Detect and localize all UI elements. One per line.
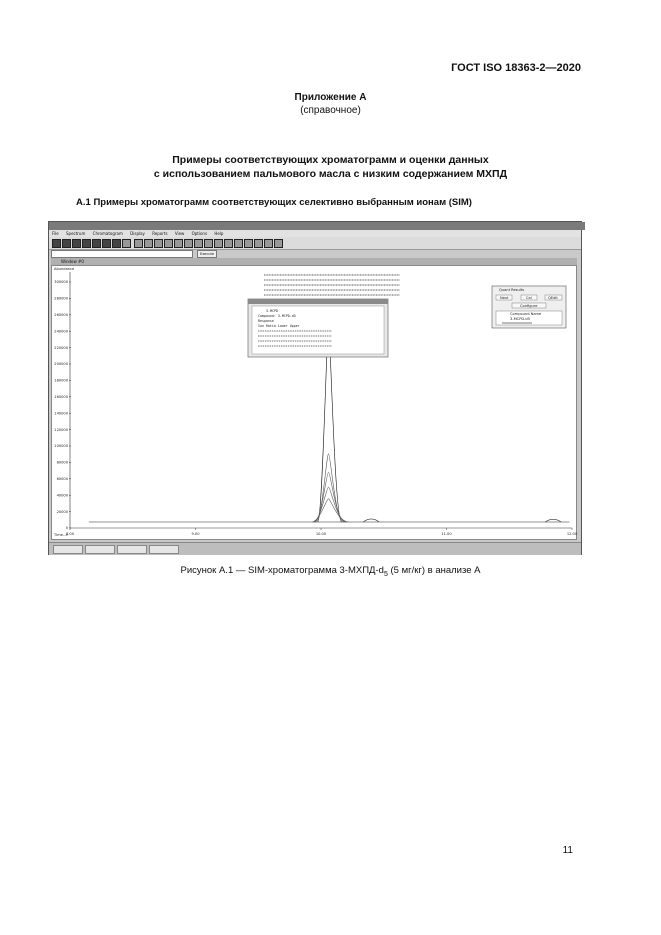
plot-area — [51, 265, 577, 540]
quant-dialog-title: Quant Results — [499, 288, 525, 292]
toolbar-icon[interactable] — [154, 239, 163, 248]
toolbar-icon[interactable] — [122, 239, 131, 248]
toolbar-icon[interactable] — [62, 239, 71, 248]
subsection-number: А.1 — [76, 197, 91, 208]
toolbar-icon[interactable] — [214, 239, 223, 248]
y-tick-label: 20000 — [56, 509, 68, 514]
result-line-4: Ion Ratio Lower Upper — [258, 324, 300, 328]
section-heading-line2: с использованием пальмового масла с низким содержанием МХПД — [153, 168, 508, 180]
ion-list — [262, 272, 402, 296]
toolbar-icon[interactable] — [52, 239, 61, 248]
taskbar-tab[interactable] — [149, 545, 179, 554]
window-label: Window #0 — [51, 258, 577, 265]
execute-button[interactable]: Execute — [197, 250, 217, 258]
x-tick-label: 8.00 — [65, 532, 75, 536]
x-tick-label: 10.00 — [315, 532, 327, 536]
toolbar-icon[interactable] — [244, 239, 253, 248]
toolbar-icon[interactable] — [224, 239, 233, 248]
figure-caption — [0, 565, 661, 578]
menu-spectrum[interactable]: Spectrum — [65, 231, 86, 236]
compound-row[interactable]: 3-MCPD-d5 — [510, 317, 530, 321]
toolbar-icon[interactable] — [92, 239, 101, 248]
next-button-label: Next — [500, 296, 509, 300]
result-line-3: Response — [258, 319, 274, 323]
compound-scrollbar[interactable] — [502, 322, 532, 324]
y-tick-label: 120000 — [54, 427, 68, 432]
y-tick-label: 260000 — [54, 313, 68, 317]
section-heading — [0, 153, 661, 181]
subsection-heading — [76, 197, 472, 208]
subsection-title: Примеры хроматограмм соответствующих селективно выбранным ионам (SIM) — [93, 197, 472, 208]
section-heading-line1: Примеры соответствующих хроматограмм и оценки данных — [172, 154, 489, 166]
menu-options[interactable]: Options — [191, 231, 208, 236]
menu-help[interactable]: Help — [214, 231, 224, 236]
x-tick-label: 11.00 — [441, 532, 452, 536]
result-line-2: Compound: 3-MCPD-d5 — [258, 314, 296, 318]
toolbar-icon[interactable] — [102, 239, 111, 248]
taskbar-tab[interactable] — [53, 545, 83, 554]
page-number: 11 — [562, 845, 573, 856]
qedit-button-label: QEdit — [548, 296, 558, 300]
toolbar-icon[interactable] — [234, 239, 243, 248]
menu-display[interactable]: Display — [130, 231, 145, 236]
y-tick-label: 40000 — [56, 493, 68, 498]
menu-bar — [49, 230, 581, 237]
x-ticks — [66, 528, 578, 536]
time-label: Time--> — [54, 533, 69, 537]
abundance-label: Abundance — [54, 267, 75, 271]
window-titlebar — [49, 222, 585, 230]
taskbar — [49, 542, 581, 555]
taskbar-tab[interactable] — [85, 545, 115, 554]
annex-title: Приложение А — [294, 92, 367, 103]
toolbar — [49, 237, 581, 250]
y-tick-label: 240000 — [54, 329, 68, 334]
y-tick-label: 100000 — [54, 444, 68, 449]
quant-result-popup — [248, 299, 388, 357]
y-ticks — [54, 280, 71, 530]
toolbar-icon[interactable] — [72, 239, 81, 248]
cal-button-label: Cal — [526, 296, 532, 300]
y-tick-label: 80000 — [56, 460, 68, 465]
y-tick-label: 180000 — [54, 378, 68, 383]
minor-peak — [545, 519, 561, 522]
toolbar-icon[interactable] — [144, 239, 153, 248]
configure-button-label: Configure — [520, 304, 538, 308]
quant-result-titlebar — [248, 299, 388, 304]
toolbar-icon[interactable] — [164, 239, 173, 248]
chromatogram-chart — [52, 266, 576, 539]
ion-list-bg — [262, 272, 402, 296]
toolbar-icon[interactable] — [204, 239, 213, 248]
y-tick-label: 300000 — [54, 280, 68, 285]
toolbar-icon[interactable] — [112, 239, 121, 248]
result-line-1: 3-MCPD — [266, 309, 278, 313]
y-tick-label: 160000 — [54, 395, 68, 399]
series-line — [318, 329, 342, 522]
compound-column-header: Compound Name — [510, 312, 542, 316]
toolbar-icon[interactable] — [264, 239, 273, 248]
caption-suffix: (5 мг/кг) в анализе А — [387, 565, 481, 576]
y-tick-label: 60000 — [56, 477, 68, 481]
toolbar-icon[interactable] — [194, 239, 203, 248]
annex-type: (справочное) — [300, 105, 361, 116]
toolbar-icon[interactable] — [254, 239, 263, 248]
series-group — [89, 329, 570, 522]
y-tick-label: 280000 — [54, 296, 68, 301]
y-tick-label: 140000 — [54, 411, 68, 416]
caption-subscript: 5 — [383, 570, 388, 578]
x-tick-label: 12.00 — [566, 532, 578, 536]
toolbar-icon[interactable] — [274, 239, 283, 248]
command-combo[interactable] — [51, 250, 193, 258]
toolbar-icon[interactable] — [134, 239, 143, 248]
chromatogram-screenshot — [48, 221, 582, 555]
taskbar-tab[interactable] — [117, 545, 147, 554]
y-tick-label: 220000 — [54, 345, 68, 350]
standard-number: ГОСТ ISO 18363-2—2020 — [451, 62, 581, 74]
x-tick-label: 9.00 — [191, 532, 200, 536]
minor-peak — [363, 519, 379, 522]
caption-prefix: Рисунок А.1 — SIM-хроматограмма 3-МХПД-d — [180, 565, 384, 576]
toolbar-icon[interactable] — [82, 239, 91, 248]
quant-dialog — [492, 286, 566, 328]
menu-chromatogram[interactable]: Chromatogram — [92, 231, 123, 236]
menu-view[interactable]: View — [174, 231, 185, 236]
y-tick-label: 0 — [65, 526, 68, 531]
toolbar-icon[interactable] — [174, 239, 183, 248]
menu-file[interactable]: File — [52, 231, 59, 236]
toolbar-icon[interactable] — [184, 239, 193, 248]
y-tick-label: 200000 — [54, 362, 68, 367]
menu-reports[interactable]: Reports — [152, 231, 168, 236]
